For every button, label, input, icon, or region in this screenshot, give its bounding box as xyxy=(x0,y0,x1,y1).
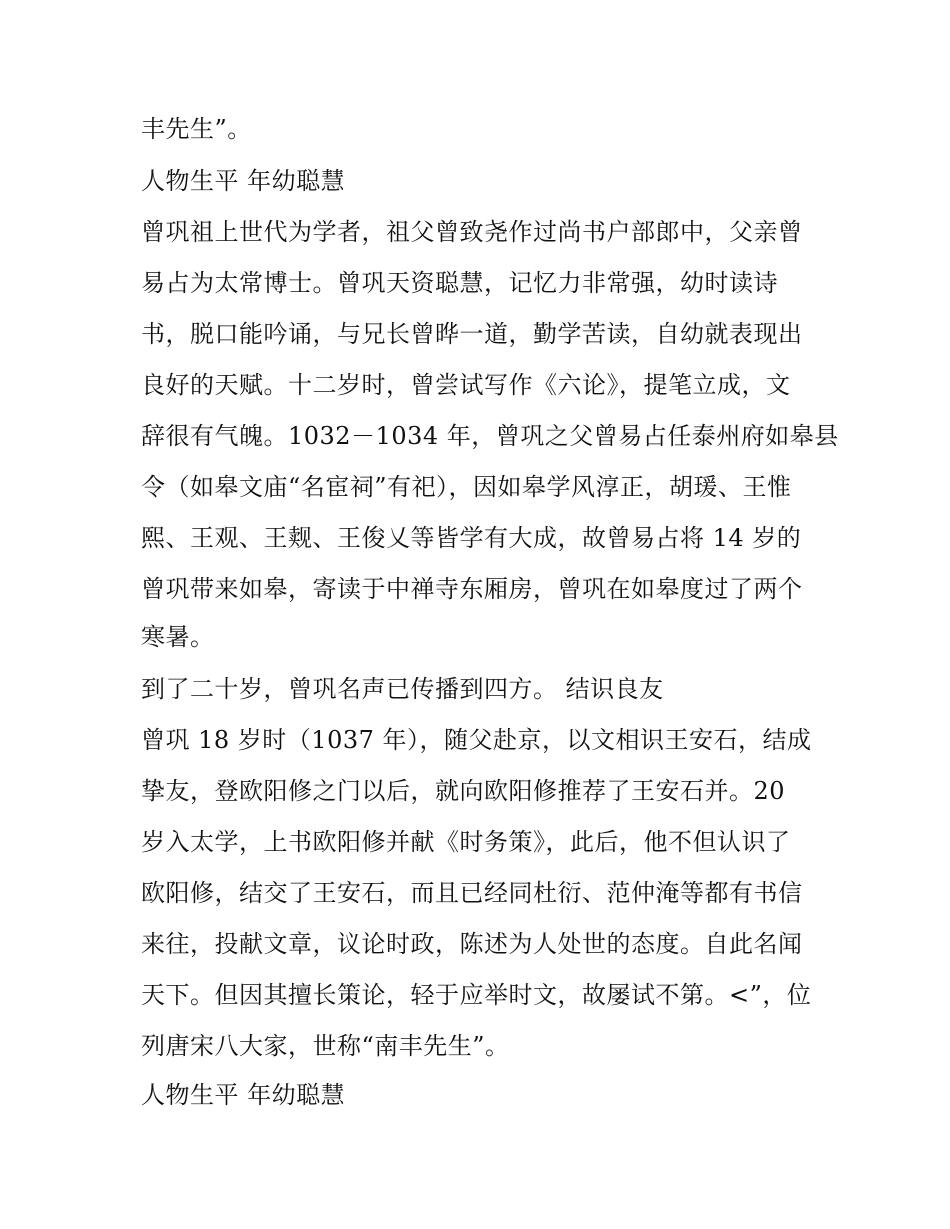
section-heading: 人物生平 年幼聪慧 xyxy=(141,1081,346,1109)
paragraph-line: 寒暑。 xyxy=(141,623,215,651)
paragraph-line: 令（如皋文庙“名宦祠”有祀），因如皋学风淳正，胡瑗、王惟 xyxy=(141,473,792,501)
paragraph-line: 良好的天赋。十二岁时，曾尝试写作《六论》，提笔立成，文 xyxy=(141,371,791,399)
paragraph-line: 曾巩带来如皋，寄读于中禅寺东厢房，曾巩在如皋度过了两个 xyxy=(141,575,803,603)
text-line-continuation: 丰先生”。 xyxy=(141,115,252,143)
paragraph-line: 曾巩 18 岁时（1037 年），随父赴京，以文相识王安石，结成 xyxy=(141,726,812,754)
paragraph-line: 天下。但因其擅长策论，轻于应举时文，故屡试不第。<”，位 xyxy=(141,981,812,1009)
paragraph-line: 欧阳修，结交了王安石，而且已经同杜衍、范仲淹等都有书信 xyxy=(141,879,803,907)
paragraph-line: 挚友，登欧阳修之门以后，就向欧阳修推荐了王安石并。20 xyxy=(141,777,786,805)
paragraph-line: 岁入太学，上书欧阳修并献《时务策》，此后，他不但认识了 xyxy=(141,828,791,856)
paragraph-line: 易占为太常博士。曾巩天资聪慧，记忆力非常强，幼时读诗 xyxy=(141,269,778,297)
paragraph-line: 曾巩祖上世代为学者，祖父曾致尧作过尚书户部郎中，父亲曾 xyxy=(141,218,803,246)
paragraph-line: 书，脱口能吟诵，与兄长曾晔一道，勤学苦读，自幼就表现出 xyxy=(141,320,803,348)
paragraph-line: 来往，投献文章，议论时政，陈述为人处世的态度。自此名闻 xyxy=(141,930,803,958)
section-heading: 人物生平 年幼聪慧 xyxy=(141,167,346,195)
paragraph-line: 辞很有气魄。1032－1034 年，曾巩之父曾易占任泰州府如皋县 xyxy=(141,422,839,450)
section-heading: 到了二十岁，曾巩名声已传播到四方。 结识良友 xyxy=(141,675,664,703)
paragraph-line: 列唐宋八大家，世称“南丰先生”。 xyxy=(141,1032,510,1060)
paragraph-line: 熙、王观、王觌、王俊乂等皆学有大成，故曾易占将 14 岁的 xyxy=(141,524,802,552)
